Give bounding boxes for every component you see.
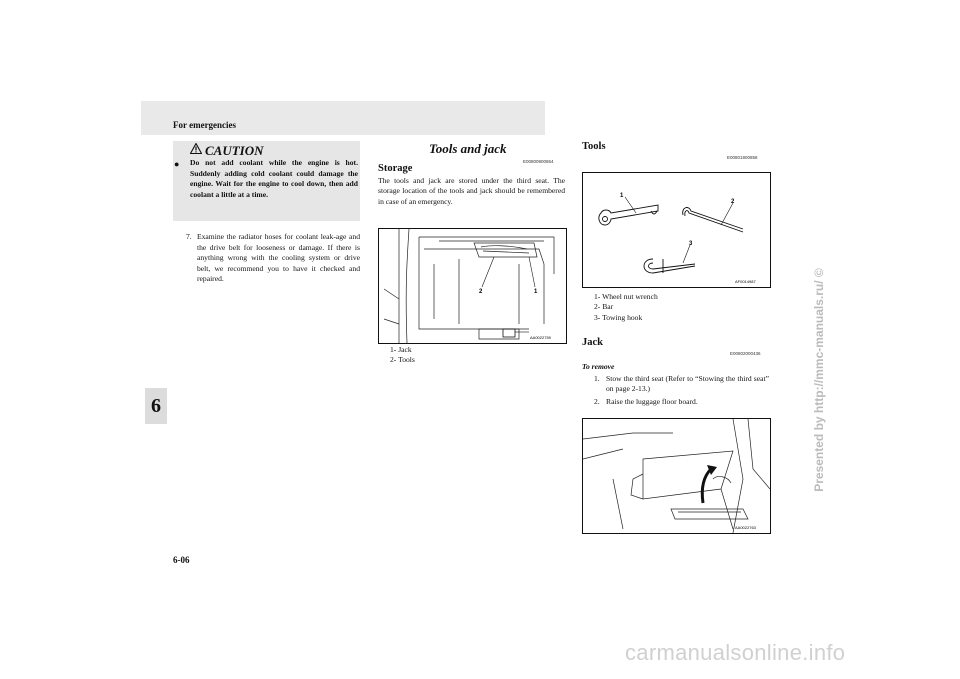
storage-legend	[390, 345, 415, 366]
tools-figure	[582, 172, 771, 288]
tools-title: Tools	[582, 141, 606, 152]
page-number: 6-06	[173, 555, 190, 565]
jack-figure	[582, 418, 771, 534]
section-code: E00800900864	[523, 159, 554, 164]
side-note: Presented by http://mmc-manuals.ru/ ©	[812, 268, 826, 492]
callout-2: 2	[479, 289, 483, 295]
legend-item: 1- Jack	[390, 345, 412, 354]
callout-3: 3	[689, 241, 693, 247]
legend-item: 2- Bar	[594, 302, 614, 312]
section-title: Tools and jack	[429, 141, 507, 156]
jack-title: Jack	[582, 337, 603, 348]
storage-text: The tools and jack are stored under the third seat. The storage location of the tools and jack should be remembered in case of an emergency.	[378, 176, 565, 206]
storage-title: Storage	[378, 163, 413, 174]
jack-code: E00802000436	[730, 351, 761, 356]
step-number: 7.	[186, 232, 192, 241]
jack-step-2	[594, 397, 769, 407]
tools-code: E00801900858	[727, 155, 758, 160]
callout-1: 1	[620, 193, 624, 199]
callout-1: 1	[534, 289, 538, 295]
caution-title: CAUTION	[205, 143, 264, 158]
storage-illustration	[379, 229, 566, 343]
storage-figure-code: AA0022759	[530, 335, 551, 340]
section-header: For emergencies	[173, 120, 237, 130]
step-text: Raise the luggage floor board.	[606, 397, 698, 406]
caution-text: Do not add coolant while the engine is hot. Suddenly adding cold coolant could damage the engine. Wait for the engine to cool down, then add coolant a little at a time.	[190, 158, 358, 199]
callout-2: 2	[731, 199, 735, 205]
to-remove-label: To remove	[582, 362, 615, 371]
warning-triangle-icon	[190, 143, 202, 154]
watermark: carmanualsonline.info	[625, 640, 846, 665]
tools-legend	[594, 292, 658, 323]
jack-figure-code: AA0022763	[735, 525, 756, 530]
step-number: 2.	[594, 397, 600, 406]
step-text: Stow the third seat (Refer to “Stowing the third seat” on page 2-13.)	[606, 374, 769, 394]
jack-step-1	[594, 374, 769, 395]
chapter-tab	[145, 388, 167, 424]
step-7	[186, 232, 360, 285]
tools-illustration	[583, 173, 770, 287]
bullet-icon: ●	[174, 159, 180, 169]
legend-item: 3- Towing hook	[594, 312, 643, 322]
tools-figure-code: AF0014987	[735, 279, 756, 284]
jack-illustration	[583, 419, 770, 533]
chapter-tab-number: 6	[151, 395, 161, 417]
legend-item: 2- Tools	[390, 355, 415, 365]
storage-figure	[378, 228, 567, 344]
step-text: Examine the radiator hoses for coolant leak-age and the drive belt for looseness or damage. If there is anything wrong with the cooling system or drive belt, we recommend you to have it checked and repaired.	[197, 232, 360, 284]
legend-item: 1- Wheel nut wrench	[594, 292, 658, 301]
step-number: 1.	[594, 374, 600, 383]
